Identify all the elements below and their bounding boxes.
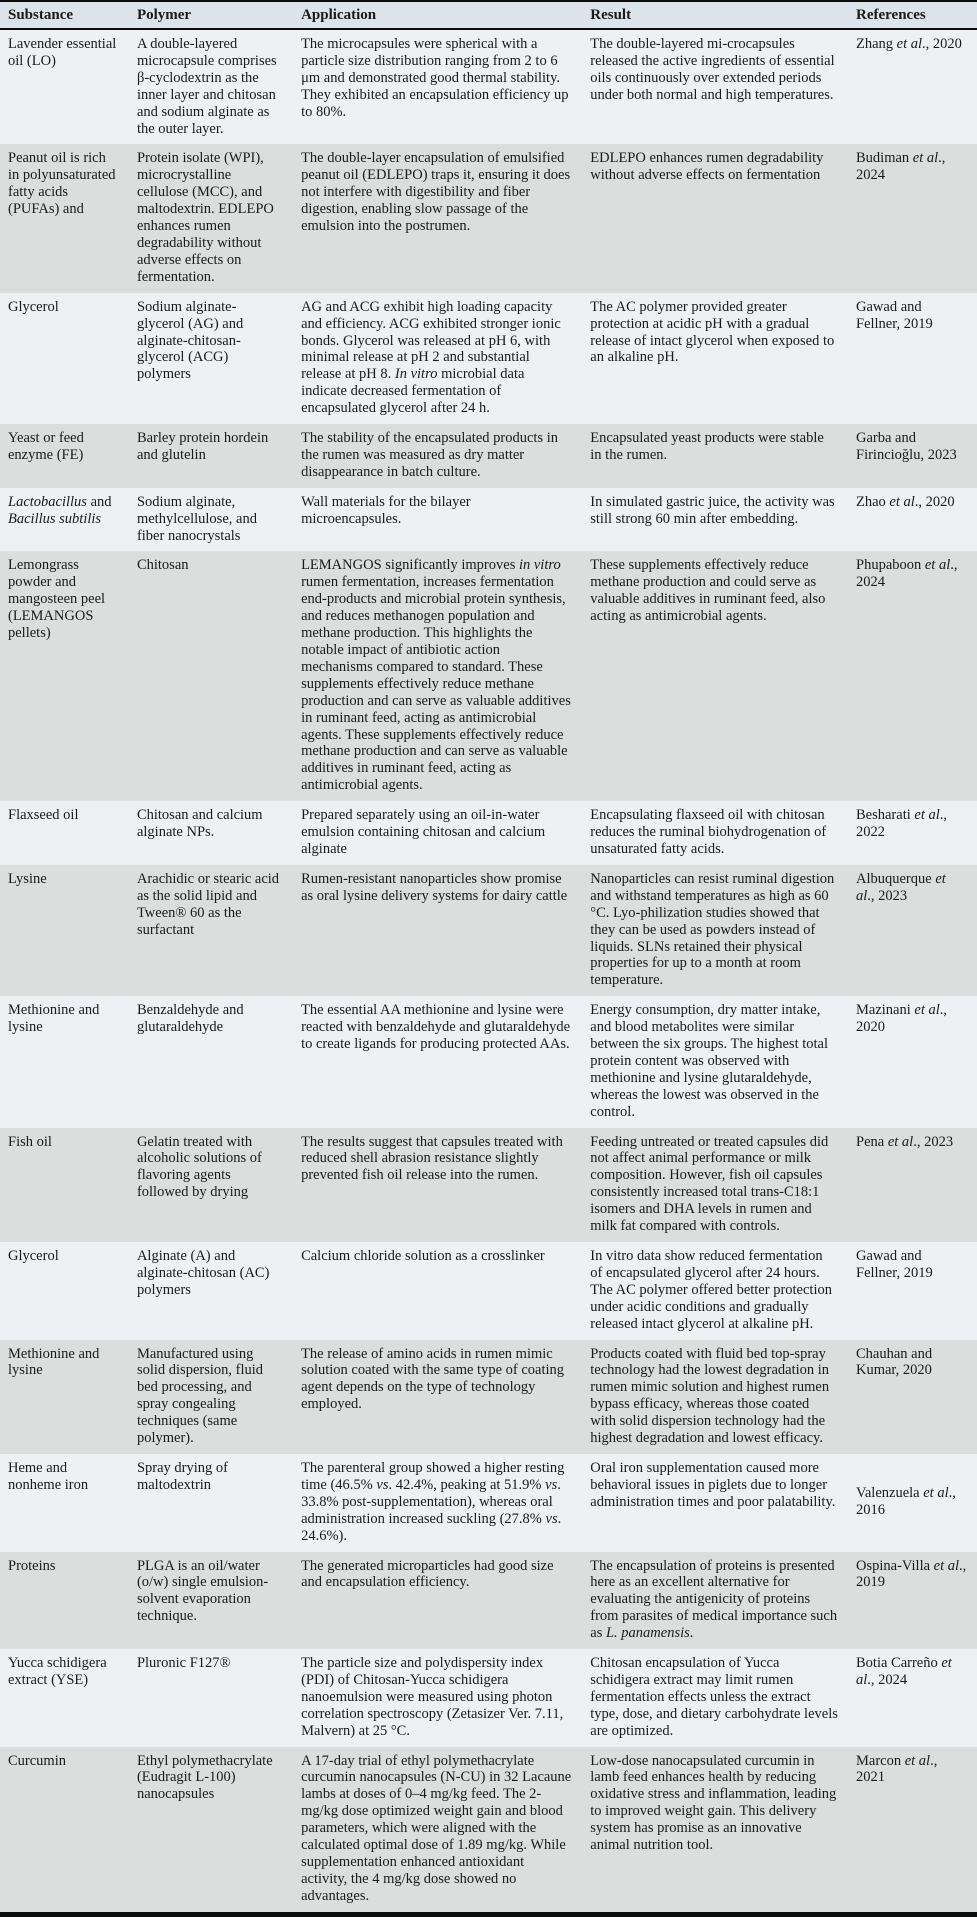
cell-result: Feeding untreated or treated capsules did not affect animal performance or milk composition. However, fish oil capsules consistently increased total trans-C18:1 isomers and DHA levels in rumen and milk fat compared with controls. — [590, 1133, 829, 1235]
cell-polymer: A double-layered microcapsule comprises β-cyclodextrin as the inner layer and chitosan and sodium alginate as the outer layer. — [136, 36, 277, 137]
cell-result: The double-layered mi-crocapsules released the active ingredients of essential oils continuously over extended periods under both normal and high temperatures. — [590, 36, 835, 103]
table-row — [0, 488, 977, 552]
cell-references: Ospina-Villa et al., 2019 — [856, 1557, 967, 1591]
cell-substance: Proteins — [8, 1557, 56, 1574]
cell-application: The parenteral group showed a higher resting time (46.5% vs. 42.4%, peaking at 51.9% vs. 33.8% post-supplementation), whereas oral administration increased suckling (27.8% vs. 24.6%). — [301, 1459, 565, 1544]
table-row — [0, 996, 977, 1127]
cell-result: Energy consumption, dry matter intake, and blood metabolites were similar between the six groups. The highest total protein content was observed with methionine and lysine glutaraldehyde, whereas the lowest was observed in the control. — [590, 1002, 828, 1120]
cell-references: Gawad and Fellner, 2019 — [856, 1248, 933, 1281]
cell-references: Budiman et al., 2024 — [856, 150, 946, 184]
cell-substance: Yucca schidigera extract (YSE) — [8, 1655, 107, 1688]
cell-references: Albuquerque et al., 2023 — [856, 870, 946, 904]
table-row — [0, 144, 977, 292]
table-row — [0, 1747, 977, 1912]
cell-substance: Lemongrass powder and mangosteen peel (LEMANGOS pellets) — [8, 557, 106, 642]
cell-substance: Glycerol — [8, 1248, 59, 1264]
cell-result: Encapsulating flaxseed oil with chitosan reduces the ruminal biohydrogenation of unsaturated fatty acids. — [590, 807, 827, 857]
cell-result: Encapsulated yeast products were stable in the rumen. — [590, 430, 824, 463]
cell-polymer: Arachidic or stearic acid as the solid lipid and Tween® 60 as the surfactant — [136, 870, 280, 938]
cell-references: Zhao et al., 2020 — [856, 493, 955, 510]
cell-substance: Peanut oil is rich in polyunsaturated fatty acids (PUFAs) and — [8, 150, 116, 218]
cell-references: Pena et al., 2023 — [856, 1133, 954, 1150]
cell-polymer: Sodium alginate-glycerol (AG) and alginate-chitosan-glycerol (ACG) polymers — [136, 298, 244, 383]
table-row — [0, 424, 977, 488]
cell-application: The release of amino acids in rumen mimic solution coated with the same type of coating agent depends on the type of technology employed. — [301, 1345, 565, 1413]
cell-references: Marcon et al., 2021 — [856, 1752, 938, 1786]
cell-application: The double-layer encapsulation of emulsified peanut oil (EDLEPO) traps it, ensuring it does not interfere with digestibility and fiber digestion, enabling slow passage of the emulsion into the postrumen. — [301, 150, 571, 235]
cell-result: In vitro data show reduced fermentation of encapsulated glycerol after 24 hours. The AC polymer offered better protection under acidic conditions and gradually released intact glycerol at alkaline pH. — [590, 1248, 832, 1332]
cell-result: Oral iron supplementation caused more behavioral issues in piglets due to longer administration times and poor palatability. — [590, 1459, 836, 1510]
table-row — [0, 1340, 977, 1454]
cell-substance: Curcumin — [8, 1752, 66, 1769]
cell-substance: Yeast or feed enzyme (FE) — [8, 430, 84, 463]
cell-result: Chitosan encapsulation of Yucca schidigera extract may limit rumen fermentation effects unless the extract type, dose, and dietary carbohydrate levels are optimized. — [590, 1655, 838, 1739]
cell-polymer: Chitosan — [136, 557, 189, 574]
cell-polymer: Manufactured using solid dispersion, fluid bed processing, and spray congealing techniques (same polymer). — [136, 1345, 264, 1447]
cell-polymer: Sodium alginate, methylcellulose, and fiber nanocrystals — [136, 493, 257, 544]
table-row — [0, 293, 977, 424]
column-header-polymer: Polymer — [129, 2, 293, 29]
table-row — [0, 865, 977, 996]
column-header-application: Application — [293, 2, 582, 29]
cell-substance: Flaxseed oil — [8, 807, 79, 824]
table-row — [0, 1552, 977, 1650]
table-header — [0, 2, 977, 29]
cell-application: AG and ACG exhibit high loading capacity and efficiency. ACG exhibited stronger ionic bonds. Glycerol was released at pH 6, with minimal release at pH 2 and substantial release at pH 8. In vitro microbial data indicate decreased fermentation of encapsulated glycerol after 24 h. — [301, 298, 561, 417]
cell-result: The encapsulation of proteins is presented here as an excellent alternative for evaluating the antigenicity of proteins from parasites of medical importance such as L. panamensis. — [590, 1557, 838, 1642]
cell-application: Calcium chloride solution as a crosslinker — [301, 1248, 545, 1264]
cell-references: Phupaboon et al., 2024 — [856, 557, 958, 591]
cell-substance: Lavender essential oil (LO) — [8, 36, 117, 69]
cell-references: Besharati et al., 2022 — [856, 807, 948, 841]
table-row — [0, 29, 977, 144]
table-body — [0, 29, 977, 1912]
column-header-substance: Substance — [0, 2, 129, 29]
cell-application: The results suggest that capsules treated with reduced shell abrasion resistance slightly prevented fish oil release into the rumen. — [301, 1133, 563, 1184]
cell-substance: Methionine and lysine — [8, 1345, 100, 1379]
cell-polymer: Chitosan and calcium alginate NPs. — [136, 807, 263, 841]
column-header-references: References — [848, 2, 977, 29]
cell-result: Nanoparticles can resist ruminal digestion and withstand temperatures as high as 60 °C. Lyo-philization studies showed that they can be used as powders instead of liquids. SLNs retained their physical properties for up to a month at room temperature. — [590, 870, 835, 989]
cell-polymer: Spray drying of maltodextrin — [136, 1459, 228, 1493]
table-row — [0, 801, 977, 865]
cell-references: Chauhan and Kumar, 2020 — [856, 1345, 933, 1379]
cell-polymer: Pluronic F127® — [136, 1655, 231, 1672]
cell-polymer: Gelatin treated with alcoholic solutions of flavoring agents followed by drying — [136, 1133, 262, 1201]
column-header-result: Result — [582, 2, 848, 29]
cell-substance: Heme and nonheme iron — [8, 1459, 89, 1493]
cell-application: The essential AA methionine and lysine were reacted with benzaldehyde and glutaraldehyde to create ligands for producing protected AAs. — [301, 1002, 571, 1053]
cell-application: The generated microparticles had good size and encapsulation efficiency. — [301, 1557, 554, 1591]
cell-application: Prepared separately using an oil-in-water emulsion containing chitosan and calcium alginate — [301, 807, 546, 857]
cell-result: Products coated with fluid bed top-spray technology had the lowest degradation in rumen mimic solution and highest rumen bypass efficacy, whereas those coated with solid dispersion technology had the highest degradation and lowest efficacy. — [590, 1345, 830, 1447]
table-row — [0, 1649, 977, 1747]
cell-application: Rumen-resistant nanoparticles show promise as oral lysine delivery systems for dairy cattle — [301, 870, 568, 904]
cell-references: Valenzuela et al., 2016 — [856, 1485, 956, 1519]
cell-application: The microcapsules were spherical with a particle size distribution ranging from 2 to 6 μm and demonstrated good thermal stability. They exhibited an encapsulation efficiency up to 80%. — [301, 36, 569, 120]
cell-substance: Lactobacillus and Bacillus subtilis — [8, 493, 112, 527]
encapsulation-review-table — [0, 2, 977, 1912]
table-row — [0, 1454, 977, 1552]
cell-polymer: Protein isolate (WPI), microcrystalline cellulose (MCC), and maltodextrin. EDLEPO enhances rumen degradability without adverse effects on fermentation. — [136, 150, 274, 285]
cell-polymer: PLGA is an oil/water (o/w) single emulsion-solvent evaporation technique. — [136, 1557, 269, 1625]
cell-result: In simulated gastric juice, the activity was still strong 60 min after embedding. — [590, 493, 835, 527]
cell-references: Botia Carreño et al., 2024 — [856, 1655, 952, 1688]
cell-application: Wall materials for the bilayer microencapsules. — [301, 493, 471, 527]
cell-polymer: Benzaldehyde and glutaraldehyde — [136, 1002, 244, 1036]
table-row — [0, 1128, 977, 1242]
table-row — [0, 1242, 977, 1340]
cell-application: The stability of the encapsulated products in the rumen was measured as dry matter disappearance in batch culture. — [301, 430, 558, 480]
cell-polymer: Barley protein hordein and glutelin — [136, 430, 269, 463]
table-header-row — [0, 2, 977, 29]
cell-references: Gawad and Fellner, 2019 — [856, 298, 933, 332]
cell-result: Low-dose nanocapsulated curcumin in lamb feed enhances health by reducing oxidative stress and inflammation, leading to improved weight gain. This delivery system has promise as an innovative animal nutrition tool. — [590, 1752, 837, 1854]
cell-application: A 17-day trial of ethyl polymethacrylate curcumin nanocapsules (N-CU) in 32 Lacaune lambs at doses of 0–4 mg/kg feed. The 2-mg/kg dose optimized weight gain and blood parameters, which were aligned with the calculated optimal dose of 1.89 mg/kg. While supplementation enhanced antioxidant activity, the 4 mg/kg dose showed no advantages. — [301, 1752, 572, 1904]
cell-references: Zhang et al., 2020 — [856, 36, 962, 52]
cell-references: Mazinani et al., 2020 — [856, 1002, 948, 1036]
cell-references: Garba and Firincioğlu, 2023 — [856, 430, 957, 463]
cell-polymer: Alginate (A) and alginate-chitosan (AC) polymers — [136, 1248, 270, 1298]
cell-substance: Fish oil — [8, 1133, 52, 1150]
cell-result: These supplements effectively reduce methane production and could serve as valuable additives in ruminant feed, also acting as antimicrobial agents. — [590, 557, 826, 625]
cell-substance: Methionine and lysine — [8, 1002, 100, 1036]
cell-substance: Lysine — [8, 870, 47, 887]
table-row — [0, 551, 977, 801]
cell-result: EDLEPO enhances rumen degradability without adverse effects on fermentation — [590, 150, 824, 184]
cell-application: The particle size and polydispersity index (PDI) of Chitosan-Yucca schidigera nanoemulsion were measured using photon correlation spectroscopy (Zetasizer Ver. 7.11, Malvern) at 25 °C. — [301, 1655, 564, 1739]
cell-substance: Glycerol — [8, 298, 59, 315]
cell-result: The AC polymer provided greater protection at acidic pH with a gradual release of intact glycerol when exposed to an alkaline pH. — [590, 298, 835, 366]
cell-polymer: Ethyl polymethacrylate (Eudragit L-100) nanocapsules — [136, 1752, 273, 1803]
cell-application: LEMANGOS significantly improves in vitro rumen fermentation, increases fermentation end-products and microbial protein synthesis, and reduces methanogen population and methane production. This highlights the notable impact of antibiotic action mechanisms compared to standard. These supplements effectively reduce methane production and can serve as valuable additives in ruminant feed, acting as antimicrobial agents. These supplements effectively reduce methane production and can serve as valuable additives in ruminant feed, acting as antimicrobial agents. — [301, 557, 571, 794]
